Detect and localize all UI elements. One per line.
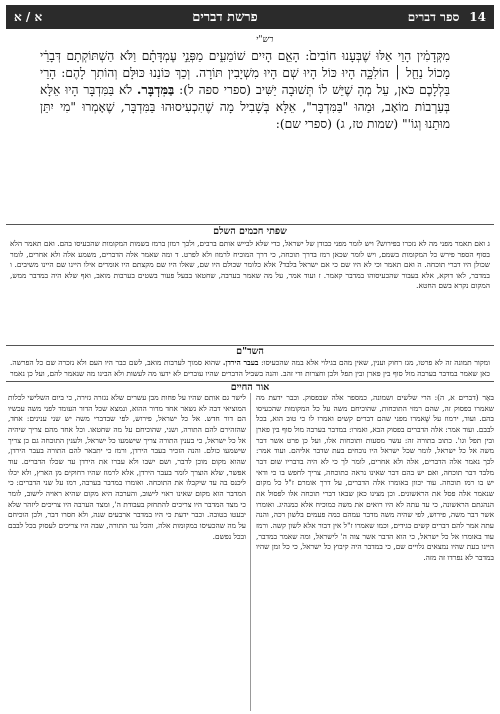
hashadm-text-2: והנה בשביל הדברים שהיו עוברים לא ידעו מה לעשות ולא הבינו מה שנאמר להם, ועל כן נאמר xyxy=(10,368,279,378)
torah-text-2: שְׁם הָיוּ מִשְׁיָבִין תּוֹרָה. וְכַךְ כּוֹנַנוּ כּוּלָּם וְהוֹתִרְ לָהֶם: xyxy=(61,66,299,80)
hashadm-text-1b: שהוא סמוך לערבות מואב, לשם כבר היו העם ולא נזכרה שם כל הפרשה. כאן שאמר במדבר בערבה מול סוף בין פארן ובין תפל ולבן וחצרות ודי זהב. xyxy=(10,358,490,378)
column-divider xyxy=(250,393,251,711)
hashadm-heading: בעבר הירדן. xyxy=(222,358,259,367)
or-hachaim-right-column: באֵר (דברים א, ה): הרי שלשים ושמונה, כמספר אלה שבפסוק. וכבר ידעת מה שאמרו בפסוק זה, שהם רמזי התוכחות, שהוכיחם משה על כל המקומות שהכעיסו בהם. ועוד, ירמוז על שֶׁאמרו מפני שהם דברים קשים ואמרו לו כי טוב הוא, בכל לבבם. ועוד אמר: אלה הדברים בפסוק הבא, ואמרו: במדבר בערבה מול סוף בין פארן ובין תפל וגו'. כתוב בתורה זה: עשר מסעות ותוכחות אלו, ועל כן פרט אשר דבר משה אל כל ישראל, לומר שכל ישראל היו נוכחים בעת שדבר אליהם. ועוד אמר: לכך נאמר אלה הדברים, אלה ולא אחרים, לומר לך כי לא היה בדבריו שום דבר מלבד דבר תוכחה, ואם יש בהם דבר שאינו נראה כתוכחה, צריך לחפש בו כי ודאי יש בו רמז תוכחה. עוד יכוון באומרו אלה הדברים, על דרך אומרם ז"ל כל מקום שנאמר אלה פסל את הראשונים. וכן מצינו כאן שבאו דברי תוכחה אלו לפסול את הנהגתם הראשונה, כי עד עתה לא היו רואים את משה כמוכיח אלא כמנהיג. ואומרו אשר דבר משה, פירוש, לפי שהיה משה מדבר עמהם כמה פעמים בלשון רכה, והנה עתה אמר להם דברים קשים כגידים, וכמו שאמרו ז"ל אין דבור אלא לשון קשה. ורמז עוד באומרו אל כל ישראל, כי הוא הדבר אשר צוה ה' לישראל, ומה שאמר במדבר, היינו בעת שהיו נמצאים גלויים שם, כי במדבר היה קיבוץ כל ישראל, כי כל זמן שהיו במדבר לא נפרדו זה מזה. xyxy=(256,393,494,562)
hashadm-text-1: ומקור תמונה זה לא פרטו, מגז רחוק וענין, שאין מהם בגילוי אלא במה שהכעיסו: xyxy=(258,358,490,367)
hashadm-text xyxy=(10,358,490,380)
torah-heading-bamidbar: בַּמִּדְבָּר. xyxy=(136,83,175,98)
torah-text-4: לֹא בַּמִּדְבָּר הָיוּ אֵלָּא בְּעַרְבוֹת מוֹאָב, וּמַהוּ "בַּמִּדְבָּר", אֵלָּא בְּשָׁבִיל מָה שֶׁהִכְעִיסוּהוּ בַּמִּדְבָּר, שֶׁאָמְרוּ "מִי יִתֵּן מוּתֵנוּ וְגוֹ'" (שמות טז, ג) (ספרי שם): xyxy=(40,83,450,131)
torah-text-1: מִקְּדָמִ֔ין הָוֵי אַלּוּ שֶׁבְּעָנוּ חוֹבִים֙: הָאֵ֖ם הָיִים שׁוֹמֵעִ֑ים מַפְּנֵ֣י עֶמְדָּתָ֗ם וַלֹּא הַשְׁתּוֹקְתָם דְּבָרֵ֔י מָכוֹל נַחֵ֖ל ׀ הוֹלִכָּ֑ה הָיוּ כּוֹל הָיוּ xyxy=(40,49,450,80)
torah-text-3: הָרֵי בַּלְלָכֶם כֹּאן, עֵל מְהָ שֶׁיֵּשׁ לוֹ תְּשׁוּבָה יַשִּׁיב (ספרי ספה ל): xyxy=(40,66,450,97)
torah-text-block xyxy=(40,48,450,220)
section-title-siftei-chachamim: שפתי חכמים השלם xyxy=(213,226,287,237)
or-hachaim-left-column: לישר גם אותם שהיו על פחות מבן עשרים שלא נגזרה גזירה, כי ביום השלישי לכלות המוציאי דבה לא נשאר אחד מדור ההוא, ונמצא שכל הדור העומד לפני משה עכשיו הם דור חדש. אל כל ישראל, פירוש, לפי שבדברי משה יש שני ענינים: אחד, שהזהירם להם התורה, ושני, שהוכיחם על מה שחטאו. וכל אחד מהם צריך שיהיה אל כל ישראל, כי בענין התורה צריך שישמעו כל ישראל, ולענין התוכחה גם כן צריך שישמעו כולם. והנה הזכיר בעבר הירדן, ורמז כי יתבאר להם התורה בעבר הירדן, שהוא מקום מוכן לדבר, ושם ישבו ולא עברו את הירדן עד שכלו הדברים. עוד אפשר, שלא הוצרך לומר בעבר הירדן, אלא לרמוז שהיו רחוקים מן הארץ, ולא יכלו ליכנס בה עד שיקבלו את התוכחה. ואומרו במדבר בערבה, רמז על שני הדברים: כי המדבר הוא מקום שאינו ראוי לישוב, והערבה היא מקום שהיא ראויה לישוב, לומר כי מצד המדבר היו צריכים להתחזק בעבודת ה', ומצד הערבה היו צריכים ליזהר שלא יבעטו בטובה. וכבר ידעת כי היו במדבר ארבעים שנה, ולא חסרו דבר, ולכן הוכיחם על מה שהכעיסו במקומות אלה, והכל נגד התורה, שבה היו צריכים לעסוק בכל לבבם ובכל נפשם. xyxy=(8,393,246,541)
section-title-or-hachaim: אור החיים xyxy=(230,382,270,393)
siftei-chachamim-text: ג ואם תאמר מפני מה לא נזכרו בפירוש? ויש לומר מפני כבודן של ישראל, כדי שלא לבייש אותם ברבים, ולכך רמזן ברמז בשמות המקומות שהכעיסו בהם. ואם תאמר הלא בסוף הספר פירש כל המקומות בשמם, ויש לומר שכאן רמז בדרך תוכחה, כי דרך המוכיח לרמוז ולא לפרט. ד ומה שאמר אלה הדברים, משמע אלה ולא אחרים, לומר שכולן היו דברי תוכחה. ה ואם תאמר וכי לא היו שם כי אם ישראל בלבד? אלא כלומר שכולם היו שם, שאלו היו שם מקצתם היו אומרים אילו היינו שם היינו משיבים. ו במדבר, לאו דוקא, אלא בעבור שהכעיסוהו במדבר קאמר. ז ועוד אמר, על מה שאמר בערבה, שחטאו בבעל פעור בשטים בערבות מואב, ואף שלא היה במדבר ממש, המקום נקרא בשם החטא. xyxy=(10,239,490,291)
parsha-name: פרשת דברים xyxy=(192,10,258,25)
section-rule xyxy=(6,224,494,225)
book-name: ספר דברים xyxy=(407,9,460,24)
running-header xyxy=(6,5,494,29)
page-number: 14 xyxy=(469,10,486,24)
section-title-hashadm: השד"ם xyxy=(236,346,264,357)
rashi-marker: רש"י xyxy=(256,35,274,45)
chapter-verse: א / א xyxy=(14,9,43,24)
